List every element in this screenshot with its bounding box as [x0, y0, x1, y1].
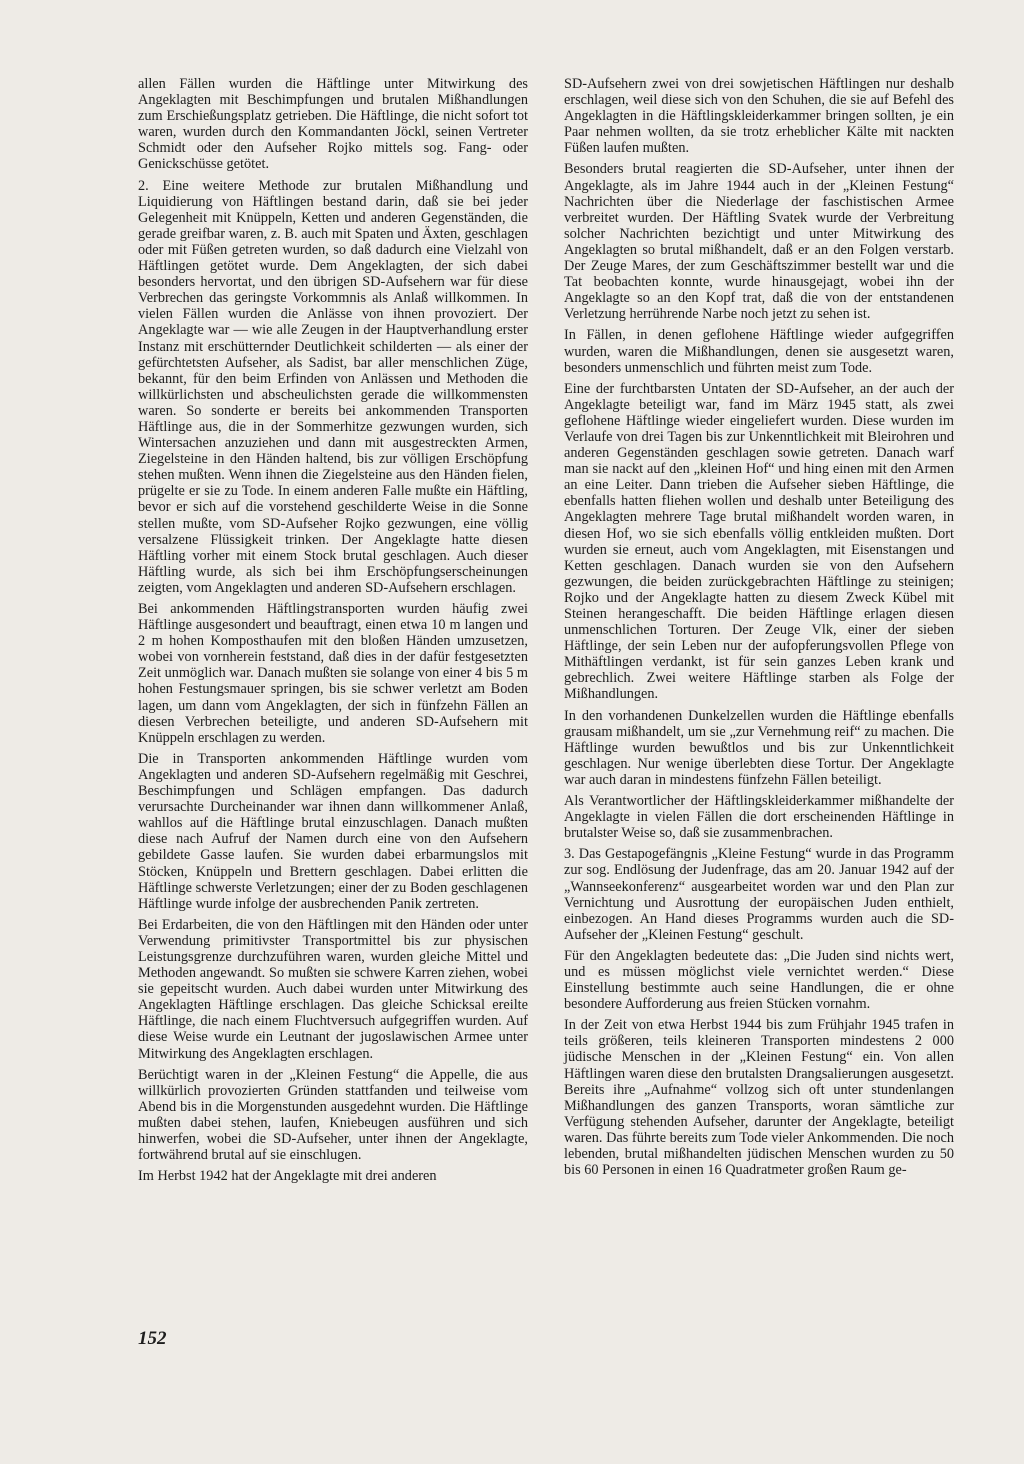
paragraph: Eine der furchtbarsten Untaten der SD-Aufseher, an der auch der Angeklagte beteiligt war, fand im März 1945 statt, als zwei geflohene Häftlinge wieder eingeliefert wurden. Diese wurden im Verlaufe von drei Tagen bis zur Unkenntlichkeit mit Bleirohren und anderen Gegenständen geschlagen sowie getreten. Danach warf man sie nackt auf den „kleinen Hof“ und hing einen mit den Armen an eine Leiter. Dann trieben die Aufseher sieben Häftlinge, die ebenfalls hatten fliehen wollen und deshalb unter Beteiligung des Angeklagten mehrere Tage brutal mißhandelt worden waren, in diesen Hof, wo sie sich ebenfalls völlig entkleiden mußten. Dort wurden sie erneut, auch vom Angeklagten, mit Eisenstangen und Ketten geschlagen. Danach wurden sie von den Aufsehern gezwungen, die beiden zurückgebrachten Häftlinge zu steinigen; Rojko und der Angeklagte hatten zu diesem Zweck Kübel mit Steinen herangeschafft. Die beiden Häftlinge erlagen diesen unmenschlichen Torturen. Der Zeuge Vlk, einer der sieben Häftlinge, der sein Leben nur der aufopferungsvollen Pflege von Mithäftlingen verdankt, ist für sein ganzes Leben krank und gebrechlich. Zwei weitere Häftlinge starben als Folge der Mißhandlungen.	[564, 380, 954, 703]
paragraph: In Fällen, in denen geflohene Häftlinge wieder aufgegriffen wurden, waren die Mißhandlungen, denen sie ausgesetzt waren, besonders unmenschlich und führten meist zum Tode.	[564, 327, 954, 376]
paragraph: Berüchtigt waren in der „Kleinen Festung“ die Appelle, die aus willkürlich provozierten Gründen stattfanden und teilweise vom Abend bis in die Morgenstunden ausgedehnt wurden. Die Häftlinge mußten dabei stehen, laufen, Kniebeugen ausführen und sich hinwerfen, wobei die SD-Aufseher, unter ihnen der Angeklagte, fortwährend brutal auf sie einschlugen.	[138, 1066, 528, 1164]
paragraph: Im Herbst 1942 hat der Angeklagte mit drei anderen	[138, 1168, 437, 1185]
paragraph: In den vorhandenen Dunkelzellen wurden die Häftlinge ebenfalls grausam mißhandelt, um sie „zur Vernehmung reif“ zu machen. Die Häftlinge wurden bewußtlos und bis zur Unkenntlichkeit geschlagen. Nur wenige überlebten diese Tortur. Der Angeklagte war auch daran in mindestens fünfzehn Fällen beteiligt.	[564, 707, 954, 788]
paragraph: In der Zeit von etwa Herbst 1944 bis zum Frühjahr 1945 trafen in teils größeren, teils kleineren Transporten mindestens 2 000 jüdische Menschen in der „Kleinen Festung“ ein. Von allen Häftlingen waren diese den brutalsten Drangsalierungen ausgesetzt. Bereits ihre „Aufnahme“ vollzog sich oft unter stundenlangen Mißhandlungen des ganzen Transports, woran sämtliche zur Verfügung stehenden Aufseher, darunter der Angeklagte, beteiligt waren. Das führte bereits zum Tode vieler Ankommenden. Die noch lebenden, brutal mißhandelten jüdischen Menschen wurden zu 50 bis 60 Personen in einen 16 Quadratmeter großen Raum ge-	[564, 1017, 954, 1179]
page-number: 152	[138, 1328, 167, 1349]
paragraph: Für den Angeklagten bedeutete das: „Die Juden sind nichts wert, und es müssen möglichst viele vernichtet werden.“ Diese Einstellung bestimmte auch seine Handlungen, die er ohne besondere Aufforderung aus freien Stücken vornahm.	[564, 947, 954, 1013]
paragraph: Besonders brutal reagierten die SD-Aufseher, unter ihnen der Angeklagte, als im Jahre 1944 auch in der „Kleinen Festung“ Nachrichten über die Niederlage der faschistischen Armee verbreitet wurden. Der Häftling Svatek wurde der Verbreitung solcher Nachrichten bezichtigt und unter Mitwirkung des Angeklagten so brutal mißhandelt, daß er an den Folgen verstarb. Der Zeuge Mares, der zum Geschäftszimmer bestellt war und die Tat beobachten konnte, wurde hinausgejagt, wobei ihn der Angeklagte so an den Kopf trat, daß die von der entstandenen Verletzung herrührende Narbe noch jetzt zu sehen ist.	[564, 161, 954, 323]
paragraph: Als Verantwortlicher der Häftlingskleiderkammer mißhandelte der Angeklagte in vielen Fällen die dort erscheinenden Häftlinge in brutalster Weise so, daß sie zusammenbrachen.	[564, 793, 954, 842]
paragraph: 3. Das Gestapogefängnis „Kleine Festung“ wurde in das Programm zur sog. Endlösung der Judenfrage, das am 20. Januar 1942 auf der „Wannseekonferenz“ ausgearbeitet worden war und den Plan zur Vernichtung und Ausrottung der europäischen Juden enthielt, einbezogen. An Hand dieses Programms wurden auch die SD-Aufseher der „Kleinen Festung“ geschult.	[564, 846, 954, 943]
paragraph: SD-Aufsehern zwei von drei sowjetischen Häftlingen nur deshalb erschlagen, weil diese sich von den Schuhen, die sie auf Befehl des Angeklagten in die Häftlingskleiderkammer bringen sollten, je ein Paar nehmen wollten, da sie trotz erheblicher Kälte mit nackten Füßen laufen mußten.	[564, 76, 954, 157]
paragraph: Die in Transporten ankommenden Häftlinge wurden vom Angeklagten und anderen SD-Aufsehern regelmäßig mit Geschrei, Beschimpfungen und Schlägen empfangen. Das dadurch verursachte Durcheinander war ihnen dann willkommener Anlaß, wahllos auf die Häftlinge brutal einzuschlagen. Danach mußten diese nach Aufruf der Namen durch eine von den Aufsehern gebildete Gasse laufen. Sie wurden dabei erbarmungslos mit Stöcken, Knüppeln und Brettern geschlagen. Dabei erlitten die Häftlinge schwerste Verletzungen; einer der zu Boden geschlagenen Häftlinge wurde infolge der ausbrechenden Panik zertreten.	[138, 750, 528, 912]
paragraph: 2. Eine weitere Methode zur brutalen Mißhandlung und Liquidierung von Häftlingen bestand darin, daß sie bei jeder Gelegenheit mit Knüppeln, Ketten und anderen Gegenständen, die gerade greifbar waren, z. B. auch mit Spaten und Äxten, geschlagen oder mit Füßen getreten wurden, so daß dadurch eine Vielzahl von Häftlingen getötet wurde. Dem Angeklagten, der sich dabei besonders hervortat, und den übrigen SD-Aufsehern war für diese Verbrechen das geringste Vorkommnis als Anlaß willkommen. In vielen Fällen wurden die Anlässe von ihnen provoziert. Der Angeklagte war — wie alle Zeugen in der Hauptverhandlung erster Instanz mit erschütternder Deutlichkeit schilderten — als einer der gefürchtetsten Aufseher, als Sadist, bar aller menschlichen Züge, bekannt, für den beim Erfinden von Anlässen und Methoden die willkürlichsten und abscheulichsten gerade die willkommensten waren. So sonderte er bereits bei ankommenden Transporten Häftlinge aus, die in der Sommerhitze gezwungen wurden, sich Wintersachen anzuziehen und dann mit ausgestreckten Armen, Ziegelsteine in den Händen haltend, bis zur völligen Erschöpfung stehen mußten. Wenn ihnen die Ziegelsteine aus den Händen fielen, prügelte er sie zu Tode. In einem anderen Falle mußte ein Häftling, bevor er sich auf die vorstehend geschilderte Weise in die Sonne stellen mußte, vom SD-Aufseher Rojko gezwungen, eine völlig versalzene Flüssigkeit trinken. Der Angeklagte hatte diesen Häftling vorher mit einem Stock brutal geschlagen. Auch dieser Häftling wurde, als sich bei ihm Erschöpfungserscheinungen zeigten, vom Angeklagten und anderen SD-Aufsehern erschlagen.	[138, 177, 528, 596]
right-column	[564, 76, 954, 1183]
paragraph: Bei ankommenden Häftlingstransporten wurden häufig zwei Häftlinge ausgesondert und beauftragt, einen etwa 10 m langen und 2 m hohen Komposthaufen mit den bloßen Händen umzusetzen, wobei von vornherein feststand, daß dies in der dafür festgesetzten Zeit unmöglich war. Danach mußten sie solange von einer 4 bis 5 m hohen Festungsmauer springen, bis sie schwer verletzt am Boden lagen, um dann vom Angeklagten, der sich in fünfzehn Fällen an diesen Verbrechen beteiligte, und anderen SD-Aufsehern mit Knüppeln erschlagen zu werden.	[138, 601, 528, 746]
paragraph: allen Fällen wurden die Häftlinge unter Mitwirkung des Angeklagten mit Beschimpfungen und brutalen Mißhandlungen zum Erschießungsplatz getrieben. Die Häftlinge, die nicht sofort tot waren, wurden durch den Kommandanten Jöckl, seinen Vertreter Schmidt oder den Aufseher Rojko mittels sog. Fang- oder Genickschüsse getötet.	[138, 76, 528, 173]
left-column	[138, 76, 528, 1189]
paragraph: Bei Erdarbeiten, die von den Häftlingen mit den Händen oder unter Verwendung primitivster Transportmittel bis zur physischen Leistungsgrenze durchzuführen waren, wurden gleiche Mittel und Methoden angewandt. So mußten sie schwere Karren ziehen, wobei sie gepeitscht wurden. Auch dabei wurden unter Mitwirkung des Angeklagten Häftlinge erschlagen. Das gleiche Schicksal ereilte Häftlinge, die nach einem Fluchtversuch aufgegriffen wurden. Auf diese Weise wurde ein Leutnant der jugoslawischen Armee unter Mitwirkung des Angeklagten erschlagen.	[138, 916, 528, 1062]
